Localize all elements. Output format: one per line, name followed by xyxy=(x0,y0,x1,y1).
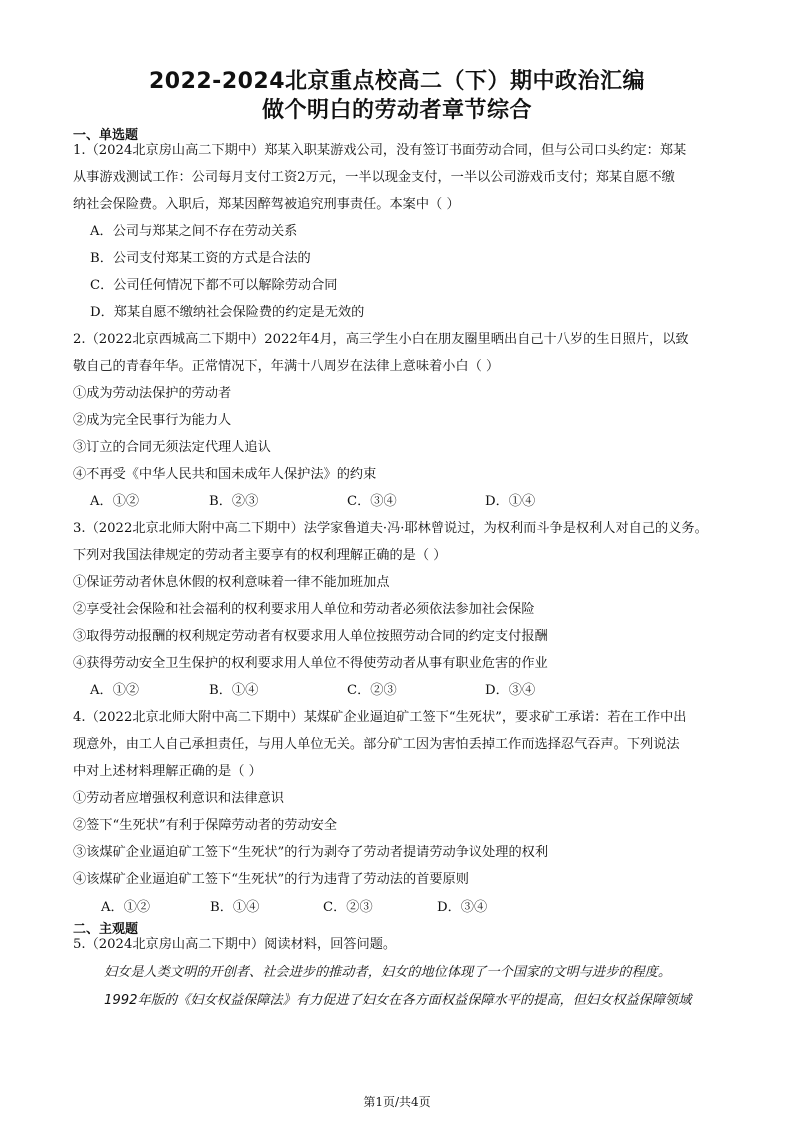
section-heading-subjective: 二、主观题 xyxy=(73,922,139,937)
question-1-stem-line: 1.（2024北京房山高二下期中）郑某入职某游戏公司，没有签订书面劳动合同，但与公司口头约定：郑某 xyxy=(73,143,687,158)
question-4-option-b: B．①④ xyxy=(210,900,260,915)
question-1-option-b: B．公司支付郑某工资的方式是合法的 xyxy=(90,251,311,266)
question-3-option-b: B．①④ xyxy=(209,683,259,698)
page-footer: 第1页/共4页 xyxy=(363,1095,431,1109)
question-1-option-a: A．公司与郑某之间不存在劳动关系 xyxy=(90,224,298,239)
question-4-option-c: C．②③ xyxy=(323,900,373,915)
question-4-item: ②签下“生死状”有利于保障劳动者的劳动安全 xyxy=(73,818,338,833)
question-1-stem-line: 从事游戏测试工作：公司每月支付工资2万元，一半以现金支付，一半以公司游戏币支付；郑某自愿不缴 xyxy=(73,170,675,185)
question-5-stem: 5.（2024北京房山高二下期中）阅读材料，回答问题。 xyxy=(73,937,397,952)
question-3-item: ②享受社会保险和社会福利的权利要求用人单位和劳动者必须依法参加社会保险 xyxy=(73,602,535,617)
question-2-stem-line: 敬自己的青春年华。正常情况下，年满十八周岁在法律上意味着小白（ ） xyxy=(73,359,500,374)
question-4-option-d: D．③④ xyxy=(437,900,488,915)
document-title: 2022-2024北京重点校高二（下）期中政治汇编 xyxy=(148,69,646,94)
question-3-item: ①保证劳动者休息休假的权利意味着一律不能加班加点 xyxy=(73,575,390,590)
question-4-option-a: A．①② xyxy=(101,900,151,915)
question-2-item: ④不再受《中华人民共和国未成年人保护法》的约束 xyxy=(73,467,377,482)
question-3-stem-line: 3.（2022北京北师大附中高二下期中）法学家鲁道夫·冯·耶林曾说过，为权利而斗争是权利人对自己的义务。 xyxy=(73,521,708,536)
question-1-stem-line: 纳社会保险费。入职后，郑某因醉驾被追究刑事责任。本案中（ ） xyxy=(73,197,460,212)
question-4-item: ①劳动者应增强权利意识和法律意识 xyxy=(73,791,284,806)
question-1-option-d: D．郑某自愿不缴纳社会保险费的约定是无效的 xyxy=(90,305,365,320)
question-3-option-c: C．②③ xyxy=(347,683,397,698)
question-4-stem-line: 中对上述材料理解正确的是（ ） xyxy=(73,764,262,779)
question-4-item: ③该煤矿企业逼迫矿工签下“生死状”的行为剥夺了劳动者提请劳动争议处理的权利 xyxy=(73,845,549,860)
document-subtitle: 做个明白的劳动者章节综合 xyxy=(261,98,532,123)
question-2-option-d: D．①④ xyxy=(485,494,536,509)
question-1-option-c: C．公司任何情况下都不可以解除劳动合同 xyxy=(90,278,338,293)
question-2-stem-line: 2.（2022北京西城高二下期中）2022年4月，高三学生小白在朋友圈里晒出自己十八岁的生日照片，以致 xyxy=(73,332,689,347)
question-4-stem-line: 4.（2022北京北师大附中高二下期中）某煤矿企业逼迫矿工签下“生死状”，要求矿工承诺：若在工作中出 xyxy=(73,710,687,725)
question-2-item: ②成为完全民事行为能力人 xyxy=(73,413,232,428)
question-2-item: ①成为劳动法保护的劳动者 xyxy=(73,386,232,401)
section-heading-single-choice: 一、单选题 xyxy=(73,128,139,143)
question-2-option-a: A．①② xyxy=(90,494,140,509)
question-3-option-a: A．①② xyxy=(90,683,140,698)
question-2-item: ③订立的合同无须法定代理人追认 xyxy=(73,440,271,455)
question-3-stem-line: 下列对我国法律规定的劳动者主要享有的权利理解正确的是（ ） xyxy=(73,548,447,563)
question-4-item: ④该煤矿企业逼迫矿工签下“生死状”的行为违背了劳动法的首要原则 xyxy=(73,872,469,887)
question-2-option-b: B．②③ xyxy=(209,494,259,509)
question-3-item: ④获得劳动安全卫生保护的权利要求用人单位不得使劳动者从事有职业危害的作业 xyxy=(73,656,548,671)
question-5-material-line: 1992年版的《妇女权益保障法》有力促进了妇女在各方面权益保障水平的提高，但妇女权益保障领域 xyxy=(104,993,692,1008)
question-5-material-line: 妇女是人类文明的开创者、社会进步的推动者，妇女的地位体现了一个国家的文明与进步的程度。 xyxy=(104,965,672,980)
question-3-item: ③取得劳动报酬的权利规定劳动者有权要求用人单位按照劳动合同的约定支付报酬 xyxy=(73,629,548,644)
question-4-stem-line: 现意外，由工人自己承担责任，与用人单位无关。部分矿工因为害怕丢掉工作而选择忍气吞声。下列说法 xyxy=(73,737,680,752)
question-2-option-c: C．③④ xyxy=(347,494,397,509)
question-3-option-d: D．③④ xyxy=(485,683,536,698)
